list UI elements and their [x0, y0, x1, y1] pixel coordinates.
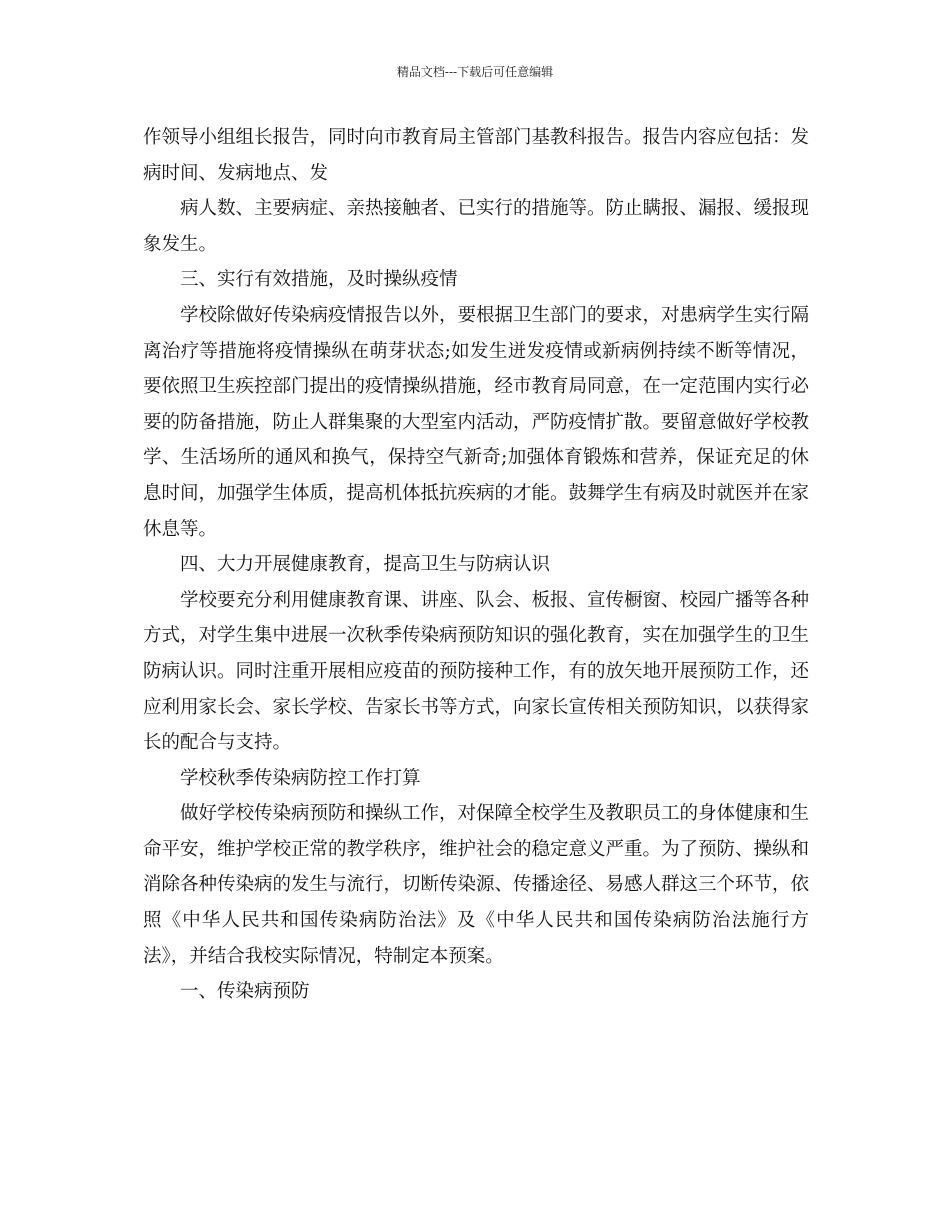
document-body — [143, 120, 809, 1010]
section-heading-4: 四、大力开展健康教育，提高卫生与防病认识 — [180, 554, 551, 576]
document-title: 学校秋季传染病防控工作打算 — [180, 767, 421, 789]
section-heading-3: 三、实行有效措施，及时操纵疫情 — [180, 269, 458, 291]
paragraph-report-details: 病人数、主要病症、亲热接触者、已实行的措施等。防止瞒报、漏报、缓报现象发生。 — [143, 198, 810, 255]
section-heading-1: 一、传染病预防 — [180, 981, 310, 1003]
paragraph-measures: 学校除做好传染病疫情报告以外，要根据卫生部门的要求，对患病学生实行隔离治疗等措施将疫情操纵在萌芽状态;如发生迸发疫情或新病例持续不断等情况，要依照卫生疾控部门提出的疫情操纵措施，经市教育局同意，在一定范围内实行必要的防备措施，防止人群集聚的大型室内活动，严防疫情扩散。要留意做好学校教学、生活场所的通风和换气，保持空气新奇;加强体育锻炼和营养，保证充足的休息时间，加强学生体质，提高机体抵抗疾病的才能。鼓舞学生有病及时就医并在家休息等。 — [143, 304, 810, 540]
paragraph-introduction: 做好学校传染病预防和操纵工作，对保障全校学生及教职员工的身体健康和生命平安，维护学校正常的教学秩序，维护社会的稳定意义严重。为了预防、操纵和消除各种传染病的发生与流行，切断传染源、传播途径、易感人群这三个环节，依照《中华人民共和国传染病防治法》及《中华人民共和国传染病防治法施行方法》，并结合我校实际情况，特制定本预案。 — [143, 803, 810, 967]
page-header: 精品文档---下载后可任意编辑 — [396, 65, 554, 79]
paragraph-health-education: 学校要充分利用健康教育课、讲座、队会、板报、宣传橱窗、校园广播等各种方式，对学生集中进展一次秋季传染病预防知识的强化教育，实在加强学生的卫生防病认识。同时注重开展相应疫苗的预防接种工作，有的放矢地开展预防工作，还应利用家长会、家长学校、告家长书等方式，向家长宣传相关预防知识，以获得家长的配合与支持。 — [143, 589, 810, 754]
paragraph-report-content: 作领导小组组长报告，同时向市教育局主管部门基教科报告。报告内容应包括：发病时间、发病地点、发 — [143, 127, 810, 184]
